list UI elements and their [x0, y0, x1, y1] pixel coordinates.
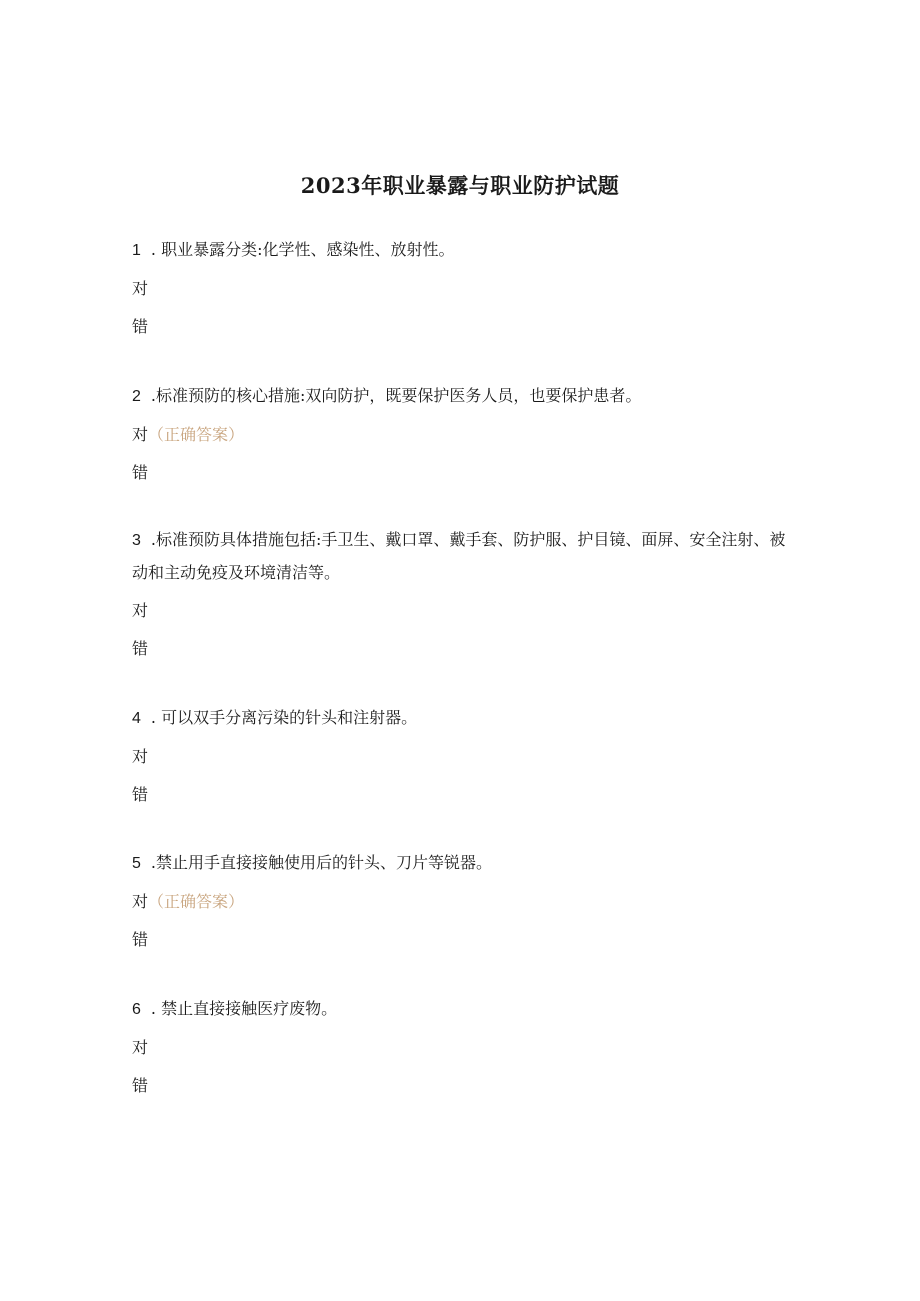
option-false[interactable]: 错 [132, 463, 149, 482]
option-true[interactable]: 对 [132, 747, 149, 766]
question-6 [132, 993, 792, 1096]
option-true[interactable]: 对 [132, 601, 149, 620]
page-title: 2023年职业暴露与职业防护试题 [300, 173, 620, 198]
option-true[interactable]: 对（正确答案） [132, 892, 245, 911]
question-3 [132, 524, 792, 659]
question-text: . 可以双手分离污染的针头和注射器。 [150, 708, 418, 727]
option-false[interactable]: 错 [132, 930, 149, 949]
option-true[interactable]: 对（正确答案） [132, 425, 245, 444]
question-number: 2 [132, 388, 141, 405]
option-false[interactable]: 错 [132, 317, 149, 336]
question-number: 4 [132, 710, 141, 727]
question-text: . 禁止直接接触医疗废物。 [150, 999, 338, 1018]
question-number: 1 [132, 242, 141, 259]
question-text: . 职业暴露分类:化学性、感染性、放射性。 [150, 240, 455, 259]
question-4 [132, 702, 792, 805]
option-false[interactable]: 错 [132, 639, 149, 658]
question-2 [132, 380, 792, 483]
question-text: .禁止用手直接接触使用后的针头、刀片等锐器。 [150, 853, 492, 872]
correct-answer-mark: （正确答案） [148, 425, 245, 444]
question-text: .标准预防具体措施包括:手卫生、戴口罩、戴手套、防护服、护目镜、面屏、安全注射、被动和主动免疫及环境清洁等。 [132, 530, 786, 582]
option-false[interactable]: 错 [132, 1076, 149, 1095]
option-false[interactable]: 错 [132, 785, 149, 804]
question-number: 3 [132, 532, 141, 549]
question-1 [132, 234, 792, 337]
question-5 [132, 847, 792, 950]
option-true[interactable]: 对 [132, 1038, 149, 1057]
question-text: .标准预防的核心措施:双向防护，既要保护医务人员，也要保护患者。 [150, 386, 642, 405]
question-number: 5 [132, 855, 141, 872]
correct-answer-mark: （正确答案） [148, 892, 245, 911]
option-true[interactable]: 对 [132, 279, 149, 298]
question-number: 6 [132, 1001, 141, 1018]
